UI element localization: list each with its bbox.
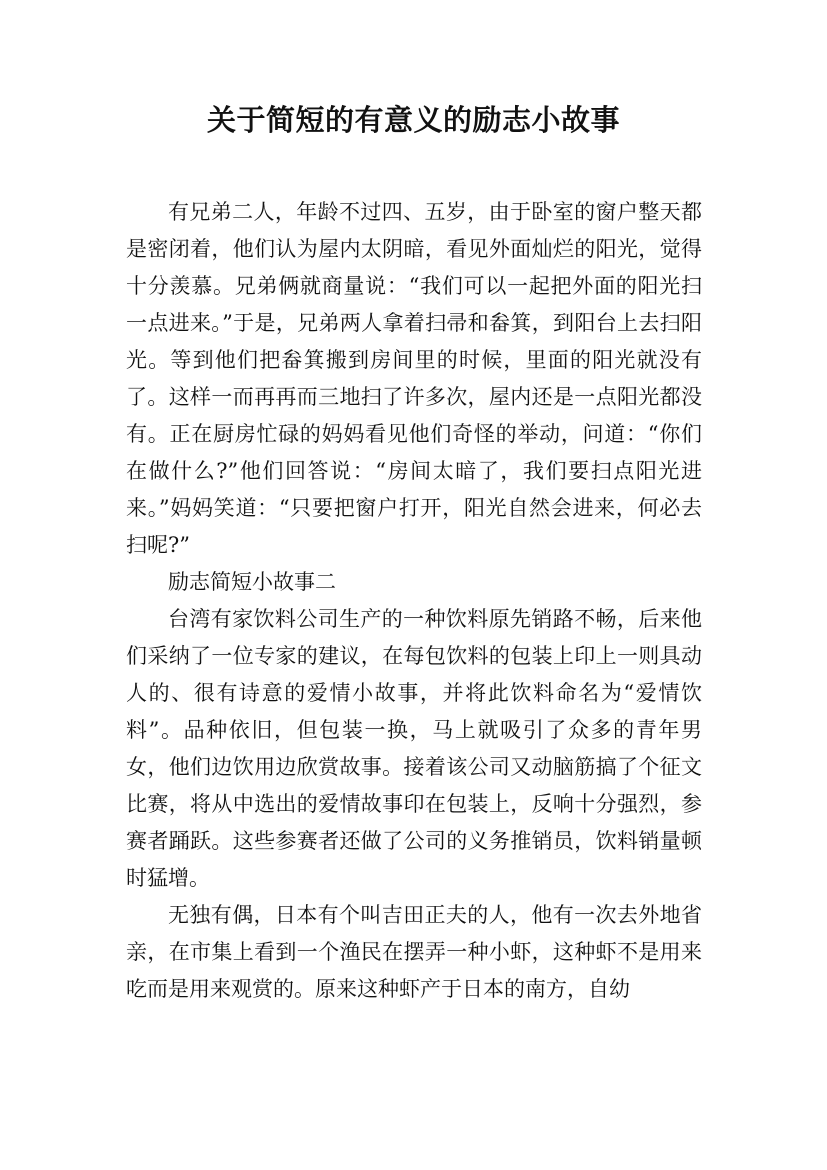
paragraph-sunlight-story: 有兄弟二人，年龄不过四、五岁，由于卧室的窗户整天都是密闭着，他们认为屋内太阴暗，看见外面灿烂的阳光，觉得十分羡慕。兄弟俩就商量说：“我们可以一起把外面的阳光扫一点进来。”于是，兄弟两人拿着扫帚和畚箕，到阳台上去扫阳光。等到他们把畚箕搬到房间里的时候，里面的阳光就没有了。这样一而再再而三地扫了许多次，屋内还是一点阳光都没有。正在厨房忙碌的妈妈看见他们奇怪的举动，问道：“你们在做什么?”他们回答说：“房间太暗了，我们要扫点阳光进来。”妈妈笑道：“只要把窗户打开，阳光自然会进来，何必去扫呢?” [126, 200, 702, 557]
document-title: 关于简短的有意义的励志小故事 [206, 103, 620, 137]
section-heading: 励志简短小故事二 [168, 570, 336, 594]
document-body [126, 194, 702, 1008]
paragraph-drink-story: 台湾有家饮料公司生产的一种饮料原先销路不畅，后来他们采纳了一位专家的建议，在每包饮料的包装上印上一则具动人的、很有诗意的爱情小故事，并将此饮料命名为“爱情饮料”。品种依旧，但包装一换，马上就吸引了众多的青年男女，他们边饮用边欣赏故事。接着该公司又动脑筋搞了个征文比赛，将从中选出的爱情故事印在包装上，反响十分强烈，参赛者踊跃。这些参赛者还做了公司的义务推销员，饮料销量顿时猛增。 [126, 607, 702, 890]
paragraph-shrimp-story: 无独有偶，日本有个叫吉田正夫的人，他有一次去外地省亲，在市集上看到一个渔民在摆弄一种小虾，这种虾不是用来吃而是用来观赏的。原来这种虾产于日本的南方，自幼 [126, 903, 702, 1001]
